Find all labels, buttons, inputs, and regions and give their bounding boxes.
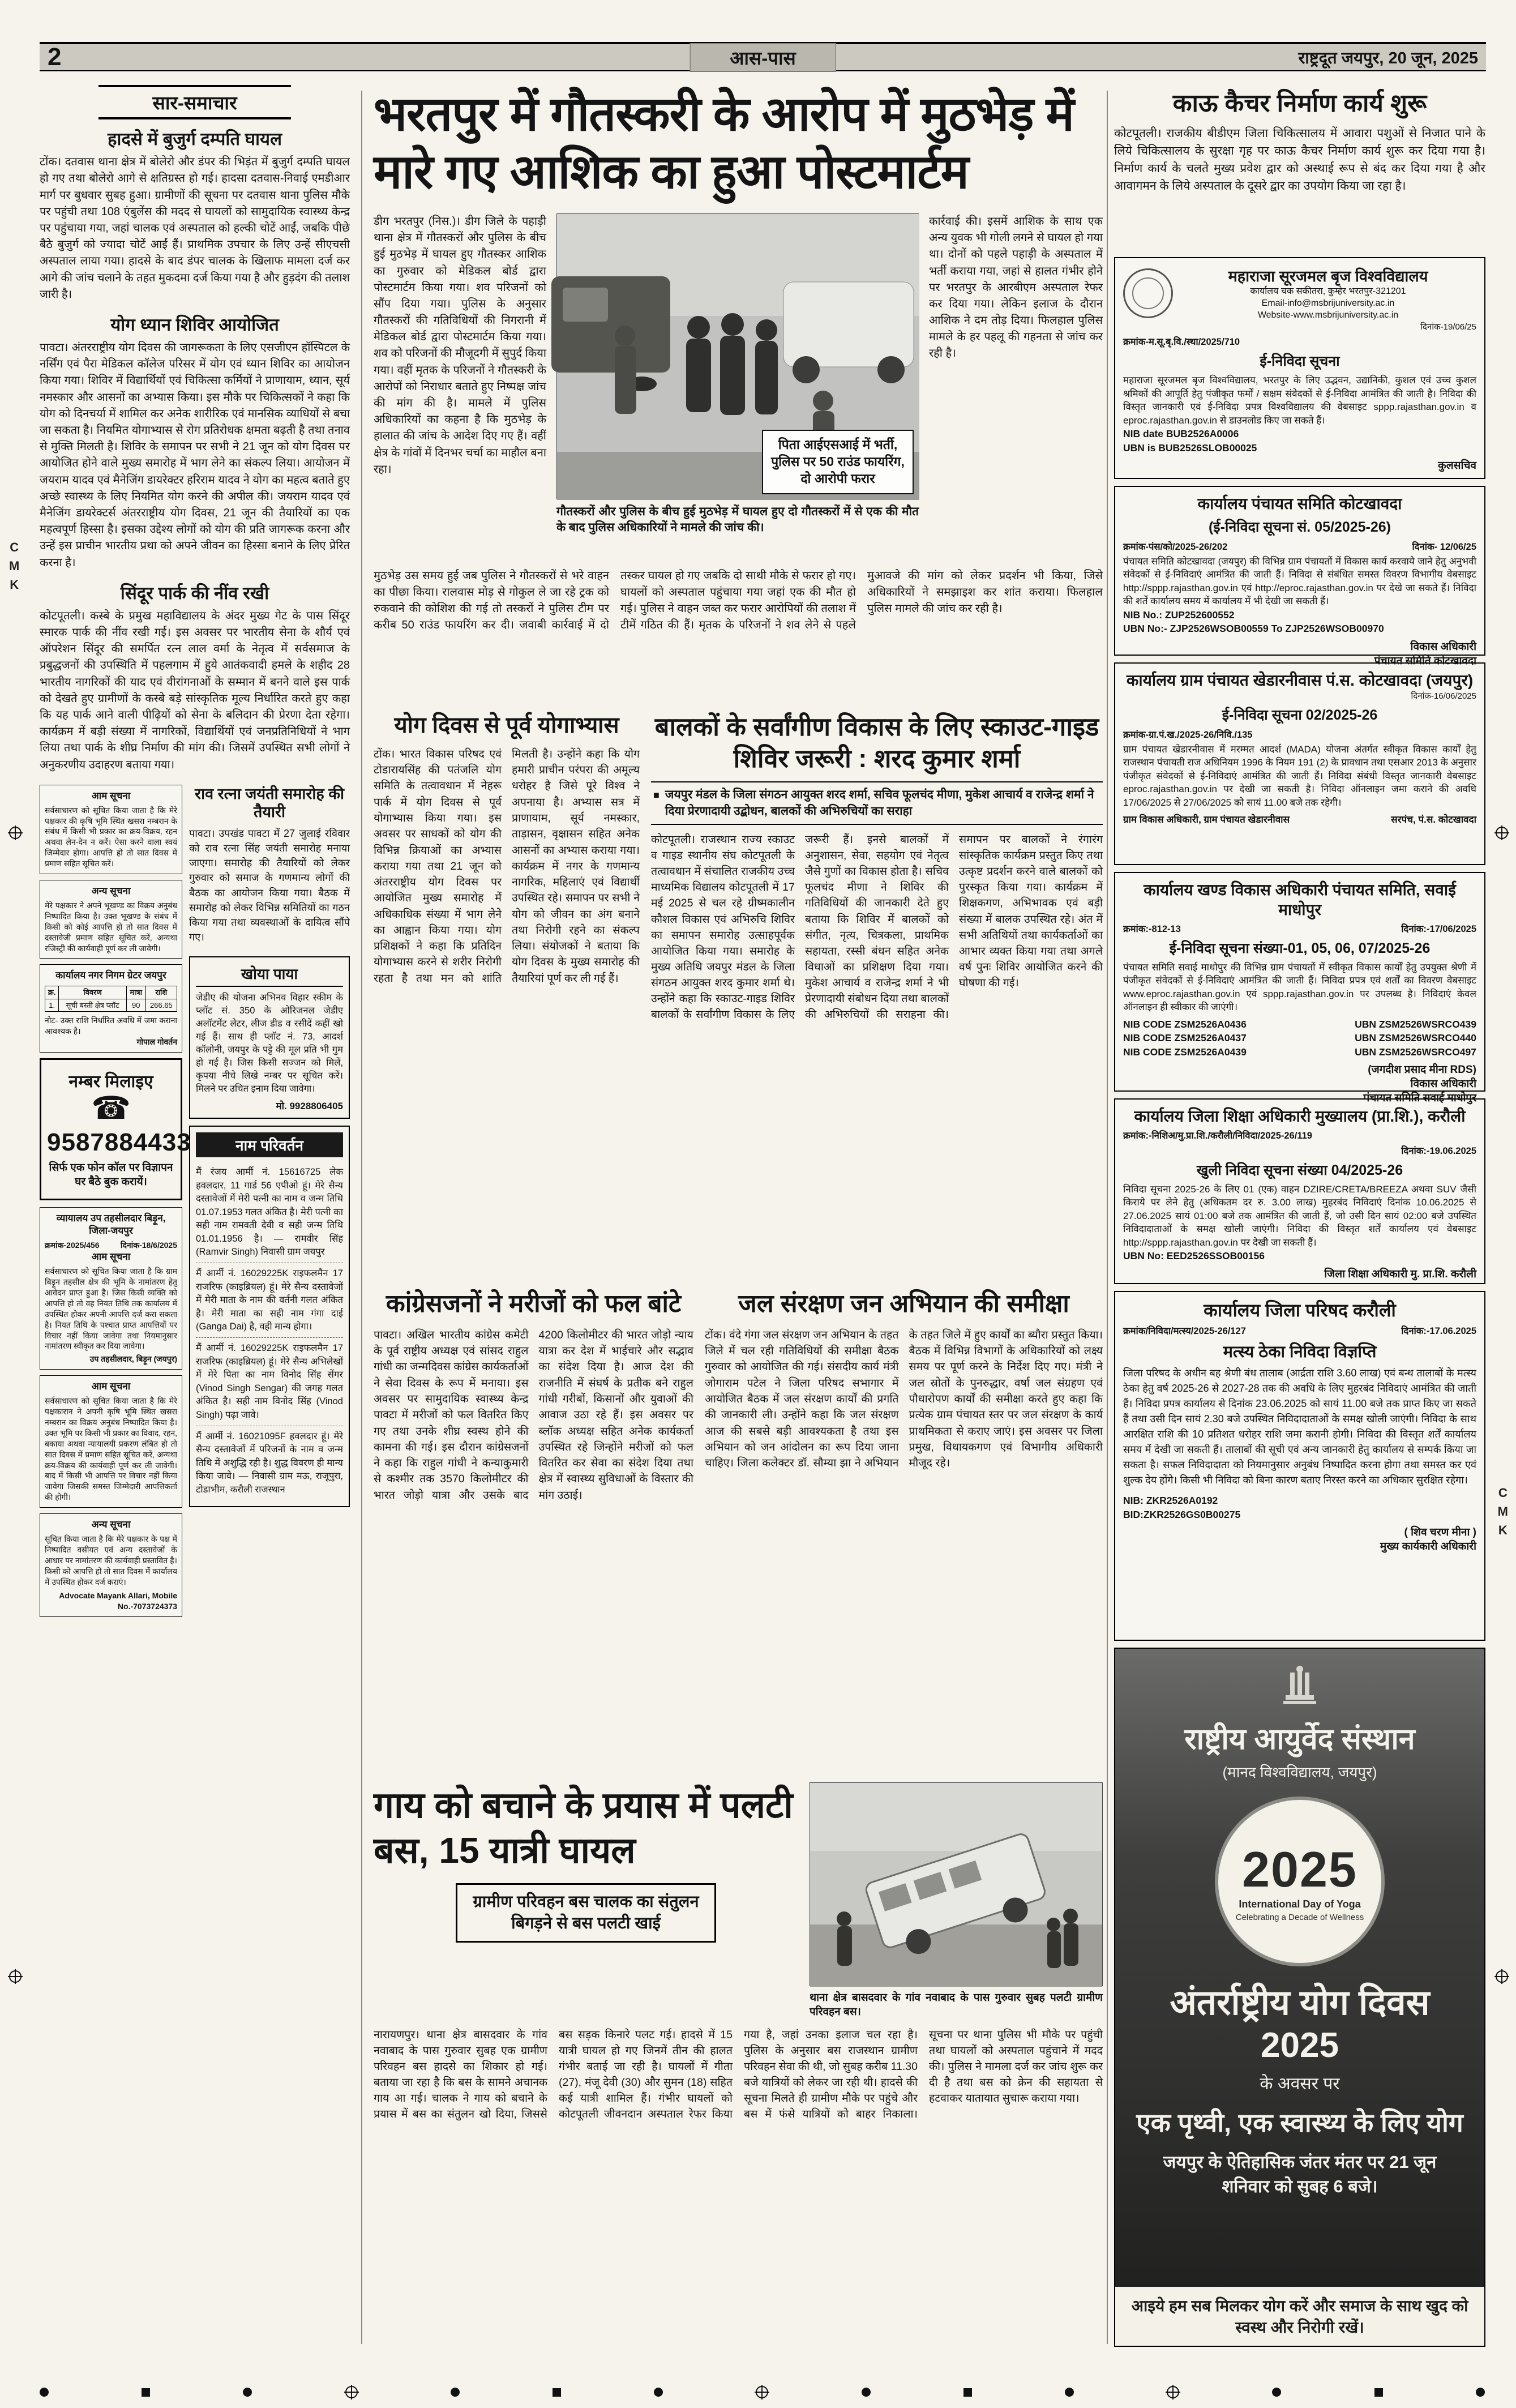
article-title: राव रत्ना जयंती समारोह की तैयारी	[195, 785, 344, 821]
receipt-col: मात्रा	[126, 986, 145, 999]
registration-mark	[1496, 1970, 1508, 1983]
receipt-cell: 1.	[45, 999, 59, 1012]
bus-photo-image	[810, 1783, 1102, 1987]
signatory-name: (जगदीश प्रसाद मीना RDS)	[1368, 1064, 1476, 1076]
receipt-note: नोट- उक्त राशि निर्धारित अवधि में जमा कराना आवश्यक है।	[45, 1016, 177, 1036]
center-row-a	[374, 711, 1103, 1280]
article-title: जल संरक्षण जन अभियान की समीक्षा	[738, 1289, 1069, 1318]
ad-tagline: सिर्फ एक फोन कॉल पर विज्ञापन घर बैठे बुक करायें।	[49, 1162, 173, 1188]
notice-signature: सरपंच, पं.स. कोटखावदा	[1391, 814, 1476, 826]
nib-code: NIB CODE ZSM2526A0436	[1123, 1018, 1247, 1030]
national-emblem-icon	[1280, 1665, 1320, 1712]
tender-box-zila-parishad	[1114, 1291, 1485, 1641]
notice-ref: क्रमांक:-812-13	[1123, 924, 1181, 934]
notice-signature: कुलसचिव	[1438, 460, 1476, 472]
notice-date: दिनांक:-17/06/2025	[1401, 924, 1476, 934]
office-name: कार्यालय पंचायत समिति कोटखावदा	[1197, 495, 1402, 512]
registration-mark	[9, 827, 22, 839]
registration-mark	[756, 2386, 768, 2398]
ad-line: नम्बर मिलाइए	[68, 1072, 153, 1092]
notice-date: दिनांक- 12/06/25	[1412, 542, 1476, 552]
notice-signature: उप तहसीलदार, बिड़ून (जयपुर)	[89, 1354, 177, 1364]
notice-signature-org: पंचायत समिति सवाई माधोपुर	[1363, 1092, 1476, 1104]
nib-code: NIB: ZKR2526A0192	[1123, 1495, 1218, 1506]
ubn-code: UBN ZSM2526WSRCO497	[1355, 1046, 1476, 1058]
lede-text: जयपुर मंडल के जिला संगठन आयुक्त शरद शर्मा, सचिव फूलचंद मीणा, मुकेश आचार्य व राजेन्द्र शर्मा ने दिया प्रेरणादायी उद्बोधन, बालकों की अभिरुचियों का सराहा	[665, 788, 1094, 818]
ad-phone-number: 9587884433	[47, 1128, 191, 1157]
university-website: Website-www.msbrijuniversity.ac.in	[1257, 310, 1399, 320]
university-info	[1180, 265, 1476, 321]
registration-mark	[1167, 2386, 1179, 2398]
article-rav-ratna	[189, 785, 350, 945]
bus-photo-block	[810, 1782, 1103, 2019]
print-dot	[243, 2388, 252, 2397]
page-number: 2	[48, 43, 62, 71]
office-name: कार्यालय जिला शिक्षा अधिकारी मुख्यालय (प्रा.शि.), करौली	[1134, 1107, 1466, 1125]
ubn-code: UBN No: EED2526SSOB00156	[1123, 1250, 1265, 1262]
receipt-office: कार्यालय नगर निगम ग्रेटर जयपुर	[55, 970, 166, 981]
ubn-code: UBN is BUB2526SLOB00025	[1123, 442, 1257, 454]
lead-continuation: मुठभेड़ उस समय हुई जब पुलिस ने गौतस्करों से भरे वाहन का पीछा किया। रालवास मोड़ से गोकुल ले जा रहे ट्रक को रुकवाने की कोशिश की गई तो तस्करों ने पुलिस टीम पर करीब 50 राउंड फायरिंग कर दी। जवाबी कार्रवाई में दो तस्कर घायल हो गए जबकि दो साथी मौके से फरार हो गए। घायलों को अस्पताल पहुंचाया गया जहां एक की मौत हो गई। पुलिस ने वाहन जब्त कर फरार आरोपियों की तलाश में टीमें गठित की हैं। मृतक के परिजनों ने शव लेने से पहले मुआवजे की मांग को लेकर प्रदर्शन भी किया, जिसे अधिकारियों ने समझाइश कर शांत कराया। फिलहाल पुलिस मामले की जांच कर रही है।	[374, 569, 1103, 631]
bus-headline-block	[374, 1782, 798, 2019]
receipt-col: विवरण	[59, 986, 126, 999]
lead-photo	[556, 213, 919, 499]
article-title: गाय को बचाने के प्रयास में पलटी बस, 15 यात्री घायल	[374, 1784, 793, 1871]
tender-box-sawai-madhopur	[1114, 872, 1485, 1104]
notice-date: दिनांक-19/06/25	[1420, 322, 1476, 332]
list-item: मैं रंजय आर्मी नं. 15616725 लेक हवलदार, 11 गार्ड 56 एपीओ हूं। मेरे सैन्य दस्तावेजों में मेरी पत्नी का नाम व जन्म तिथि 01.07.1953 गलत अंकित है। मेरी पत्नी का सही नाम रामवती देवी व सही जन्म तिथि 01.01.1956 है। — रामवीर सिंह (Ramvir Singh) निवासी ग्राम जयपुर	[196, 1162, 343, 1263]
tender-box-university	[1114, 257, 1485, 479]
registration-mark	[1496, 827, 1508, 839]
notice-signature: जिला शिक्षा अधिकारी मु. प्रा.शि. करौली	[1324, 1268, 1476, 1280]
print-dot	[451, 2388, 460, 2397]
phone-icon: ☎	[91, 1090, 131, 1126]
article-lede	[651, 781, 1103, 825]
notice-aam-suchna-2	[40, 1375, 182, 1508]
article-body: कोटपूतली। राजस्थान राज्य स्काउट व गाइड स्थानीय संघ कोटपूतली के तत्वावधान में संचालित राजकीय उच्च माध्यमिक विद्यालय कोटपूतली में 17 मई 2025 से चल रहे ग्रीष्मकालीन कौशल विकास एवं अभिरुचि शिविर का समापन समारोह उत्साहपूर्वक आयोजित किया गया। समारोह के मुख्य अतिथि जयपुर मंडल के जिला संगठन आयुक्त शरद कुमार शर्मा थे। उन्होंने कहा कि स्काउट-गाइड शिविर बालकों के सर्वांगीण विकास के लिए जरूरी हैं। इनसे बालकों में अनुशासन, सेवा, सहयोग एवं नेतृत्व जैसे गुणों का विकास होता है। सचिव फूलचंद मीणा ने शिविर की गतिविधियों की जानकारी देते हुए बताया कि शिविर में बालकों को संगीत, नृत्य, चित्रकला, प्राथमिक सहायता, रस्सी बंधन सहित अनेक विधाओं का प्रशिक्षण दिया गया। मुकेश आचार्य व राजेन्द्र शर्मा ने भी प्रेरणादायी संबोधन दिया तथा बालकों की अभिरुचियों की सराहना की। समापन पर बालकों ने रंगारंग सांस्कृतिक कार्यक्रम प्रस्तुत किए तथा उत्कृष्ट प्रदर्शन करने वाले बालकों को पुरस्कृत किया गया। कार्यक्रम में शिक्षकगण, अभिभावक एवं बड़ी संख्या में बालक उपस्थित रहे। अंत में सभी अतिथियों तथा कार्यकर्ताओं का आभार व्यक्त किया गया तथा अगले वर्ष पुनः शिविर आयोजित करने की घोषणा की गई।	[651, 833, 1103, 1021]
ad-theme: एक पृथ्वी, एक स्वास्थ्य के लिए योग	[1136, 2108, 1463, 2137]
print-dot	[1272, 2388, 1281, 2397]
khoya-paya-body: जेडीए की योजना अभिनव विहार स्कीम के प्लॉट सं. 350 के ओरिजनल जेडीए अलॉटमेंट लेटर, लीज डीड व रसीदें कहीं खो गई हैं। साथ ही प्लॉट नं. 73, आदर्श कॉलोनी, जयपुर के पट्टे की मूल प्रति भी गुम हो गई है। जिस किसी सज्जन को मिलें, कृपया नीचे लिखे नम्बर पर सूचित करें। मिलने पर उचित इनाम दिया जावेगा।	[196, 992, 343, 1094]
lead-photo-block	[556, 213, 919, 559]
tender-body: ग्राम पंचायत खेडारनीवास में मरम्मत आदर्श (MADA) योजना अंतर्गत स्वीकृत विकास कार्यों हेतु राजस्थान पंचायती राज अधिनियम 1996 के नियम 191 (2) के प्रावधान तथा एसआर 2013 के अनुसार पंजीकृत संवेदकों से ई-निविदाएं आमंत्रित की जाती हैं। निविदा संबंधी विस्तृत जानकारी वेबसाइट eproc.rajasthan.gov.in पर देखी जा सकती है। निविदा ऑनलाइन जमा कराने की अवधि 17/06/2025 से 27/06/2025 को सायं 11.00 बजे तक रहेगी।	[1123, 744, 1476, 808]
page-header	[40, 42, 1486, 71]
list-item: मैं आर्मी नं. 16029225K राइफलमैन 17 राजरिफ (काइब्रियल) हूं। मेरे सैन्य अभिलेखों में मेरे पिता का नाम विनोद सिंह सेंगर (Vinod Singh Sengar) की जगह गलत अंकित है। सही नाम विनोद सिंह (Vinod Singh) पढ़ा जावे।	[196, 1338, 343, 1426]
cmk-letter: C	[10, 540, 19, 554]
notice-body: सूचित किया जाता है कि मेरे पक्षकार के पक्ष में निष्पादित वसीयत एवं अन्य दस्तावेजों के आधार पर नामांतरण की कार्यवाही प्रस्तावित है। किसी को आपत्ति हो तो सात दिवस में कार्यालय में उपस्थित होकर दर्ज कराएं।	[45, 1534, 177, 1586]
tender-title: ई-निविदा सूचना संख्या-01, 05, 06, 07/2025-26	[1169, 940, 1431, 956]
ubn-code: UBN ZSM2526WSRCO439	[1355, 1018, 1476, 1030]
print-mark-cmk-right	[1498, 1483, 1508, 1539]
notice-advocate	[40, 1513, 182, 1617]
bid-code: BID:ZKR2526GS0B00275	[1123, 1508, 1241, 1520]
article-yoga-shivir	[40, 314, 350, 571]
column-rule-right	[1107, 91, 1108, 2344]
article-scout-guide	[651, 711, 1103, 1280]
nib-code: NIB No.: ZUP252600552	[1123, 609, 1235, 621]
ubn-code: UBN ZSM2526WSRCO440	[1355, 1032, 1476, 1044]
nib-code: NIB CODE ZSM2526A0439	[1123, 1046, 1247, 1058]
article-body: पावटा। अखिल भारतीय कांग्रेस कमेटी के पूर्व राष्ट्रीय अध्यक्ष एवं सांसद राहुल गांधी का जन्मदिवस कांग्रेस कार्यकर्ताओं ने सेवा दिवस के रूप में मनाया। इस अवसर पर सामुदायिक स्वास्थ्य केन्द्र पावटा में मरीजों को फल वितरित किए गए तथा उनके शीघ्र स्वस्थ होने की कामना की गई। इस दौरान कांग्रेसजनों ने कहा कि राहुल गांधी ने कन्याकुमारी से कश्मीर तक 3570 किलोमीटर की भारत जोड़ो यात्रा और उसके बाद 4200 किलोमीटर की भारत जोड़ो न्याय यात्रा कर देश में भाईचारे और सद्भाव का संदेश दिया है। आज देश की राजनीति में संघर्ष के प्रतीक बने राहुल गांधी गरीबों, किसानों और युवाओं की आवाज उठा रहे हैं। इस अवसर पर ब्लॉक अध्यक्ष सहित अनेक कार्यकर्ता उपस्थित रहे जिन्होंने मरीजों को फल वितरित कर सेवा का संदेश दिया तथा क्षेत्र में स्वास्थ्य सुविधाओं के विस्तार की मांग उठाई।	[374, 1328, 693, 1502]
tender-body: पंचायत समिति सवाई माधोपुर की विभिन्न ग्राम पंचायतों में स्वीकृत विकास कार्यों हेतु उपयुक्त श्रेणी में पंजीकृत संवेदकों से ई-निविदाएं आमंत्रित की जाती हैं। निविदा प्रपत्र एवं शर्तों का विवरण वेबसाइट www.eproc.rajasthan.gov.in एवं sppp.rajasthan.gov.in पर उपलब्ध है। निविदाएं केवल ऑनलाइन ही स्वीकार की जाएंगी।	[1123, 962, 1476, 1013]
left-subcolumn-b	[189, 785, 350, 1623]
print-dot	[40, 2388, 49, 2397]
bus-top-row	[374, 1782, 1103, 2019]
notice-title: आम सूचना	[91, 790, 131, 801]
notice-date: दिनांक-16/06/2025	[1411, 691, 1476, 701]
cmk-letter: K	[10, 578, 19, 592]
logo-line-1: International Day of Yoga	[1239, 1898, 1361, 1910]
notice-title: अन्य सूचना	[91, 886, 131, 897]
article-body: कोटपूतली। राजकीय बीडीएम जिला चिकित्सालय में आवारा पशुओं से निजात पाने के लिये चिकित्सालय के सुरक्षा गृह पर काऊ कैचर निर्माण कार्य शुरू कर दिया गया है। निर्माण कार्य के चलते मुख्य प्रवेश द्वार को अस्थाई रूप से बंद कर दिया गया है और आवागमन के लिये अस्पताल के दूसरे द्वार का उपयोग किया जा रहा है।	[1114, 127, 1485, 193]
article-body: पावटा। उपखंड पावटा में 27 जुलाई रविवार को राव रत्ना सिंह जयंती समारोह मनाया जाएगा। समारोह की तैयारियों को लेकर गुरुवार को समाज के गणमान्य लोगों की बैठक का आयोजन किया गया। बैठक में समारोह को लेकर विभिन्न समितियों का गठन किया गया तथा व्यवस्थाओं के दायित्व सौंपे गए।	[189, 827, 350, 943]
notice-body: मेरे पक्षकार ने अपने भूखण्ड का विक्रय अनुबंध निष्पादित किया है। उक्त भूखण्ड के संबंध में किसी को कोई आपत्ति हो तो सात दिवस में दस्तावेजी प्रमाण सहित सूचित करें, अन्यथा रजिस्ट्री की कार्यवाही पूर्ण कर ली जावेगी।	[45, 900, 177, 953]
nib-code: NIB date BUB2526A0006	[1123, 428, 1239, 440]
print-square	[1374, 2388, 1383, 2397]
ad-title: अंतर्राष्ट्रीय योग दिवस 2025	[1170, 1983, 1430, 2065]
print-square	[142, 2388, 150, 2397]
university-name: महाराजा सूरजमल बृज विश्वविद्यालय	[1228, 268, 1428, 285]
signatory-name: ( शिव चरण मीना )	[1404, 1526, 1476, 1538]
tender-title: खुली निविदा सूचना संख्या 04/2025-26	[1196, 1162, 1403, 1178]
university-logo	[1123, 268, 1173, 318]
tender-title: ई-निविदा सूचना	[1260, 353, 1340, 370]
khoya-paya-contact: मो. 9928806405	[276, 1101, 343, 1112]
article-cow-catcher	[1114, 85, 1485, 250]
left-split-zone	[40, 785, 350, 1623]
notice-body: सर्वसाधारण को सूचित किया जाता है कि मेरे पक्षकारान ने अपनी कृषि भूमि स्थित खसरा नम्बरान का विक्रय अनुबंध निष्पादित किया है। उक्त भूमि पर किसी भी प्रकार का विवाद, रहन, बकाया अथवा न्यायालयी प्रकरण लंबित हो तो सात दिवस में प्रमाण सहित सूचित करें, अन्यथा क्रय-विक्रय की कार्यवाही पूर्ण कर ली जावेगी। बाद में किसी भी आपत्ति पर विचार नहीं किया जावेगा जिसकी समस्त जिम्मेदारी आपत्तिकर्ता की होगी।	[45, 1396, 177, 1502]
notice-date: दिनांक:-19.06.2025	[1401, 1146, 1476, 1156]
registration-mark	[9, 1970, 22, 1983]
tender-body: जिला परिषद के अधीन बह श्रेणी बंध तालाब (आर्द्रता राशि 3.60 लाख) एवं बन्ध तालाबों के मत्स्य ठेका हेतु वर्ष 2025-26 से 2027-28 तक की अवधि के लिए मुहरबंद निविदाएं आमंत्रित की जाती हैं। निविदा प्रपत्र कार्यालय से दिनांक 23.06.2025 को सायं 11.00 बजे तक प्राप्त किए जा सकते हैं तथा उसी दिन सायं 2.30 बजे उपस्थित निविदादाताओं के समक्ष खोली जाएंगी। निविदा के साथ आरक्षित राशि की 10 प्रतिशत धरोहर राशि जमा करानी होगी। निविदा की विस्तृत शर्तें कार्यालय समय में देखी जा सकती हैं। तालाबों की सूची एवं अन्य जानकारी हेतु कार्यालय से सम्पर्क किया जा सकता है। सफल निविदादाता को नियमानुसार अनुबंध निष्पादित करना होगा तथा समस्त कर एवं शुल्क देय होंगे। किसी भी निविदा को बिना कारण बताए निरस्त करने का अधिकार सुरक्षित रहेगा।	[1123, 1367, 1476, 1486]
article-body: टोंक। वंदे गंगा जल संरक्षण जन अभियान के तहत जिले में चल रही गतिविधियों की समीक्षा बैठक गुरुवार को आयोजित की गई। संसदीय कार्य मंत्री जोगाराम पटेल ने जिला परिषद सभागार में आयोजित बैठक में जल संरक्षण कार्यों की प्रगति की जानकारी ली। उन्होंने कहा कि जल संरक्षण आज की सबसे बड़ी आवश्यकता है तथा इस अभियान को जन आंदोलन का रूप दिया जाना चाहिए। जिला कलेक्टर डॉ. सौम्या झा ने अभियान के तहत जिले में हुए कार्यों का ब्यौरा प्रस्तुत किया। बैठक में विभिन्न विभागों के अधिकारियों को लक्ष्य समय पर पूर्ण करने के निर्देश दिए गए। मंत्री ने जल स्रोतों के पुनरुद्धार, वर्षा जल संग्रहण एवं पौधारोपण कार्यों की समीक्षा करते हुए कहा कि प्रत्येक ग्राम पंचायत स्तर पर जल संरक्षण के कार्य प्राथमिकता से कराए जाएं। इस अवसर पर जिला प्रमुख, विधायकगण एवं विभागीय अधिकारी मौजूद रहे।	[705, 1328, 1103, 1470]
notice-ref: क्रमांक/निविदा/मत्स्य/2025-26/127	[1123, 1326, 1246, 1336]
left-subcolumn-a	[40, 785, 191, 1623]
office-name: कार्यालय खण्ड विकास अधिकारी पंचायत समिति, सवाई माधोपुर	[1144, 881, 1456, 918]
ad-org-subtitle: (मानद विश्वविद्यालय, जयपुर)	[1222, 1764, 1377, 1781]
article-subhead-box: ग्रामीण परिवहन बस चालक का संतुलन बिगड़ने से बस पलटी खाई	[456, 1883, 716, 1943]
university-header	[1123, 265, 1476, 321]
tender-box-khedarniwas	[1114, 662, 1485, 865]
notice-aam-suchna-1	[40, 785, 182, 874]
office-name: कार्यालय ग्राम पंचायत खेडारनीवास पं.स. कोटखावदा (जयपुर)	[1126, 671, 1474, 689]
print-dot	[862, 2388, 871, 2397]
logo-year: 2025	[1242, 1841, 1357, 1897]
article-body: नारायणपुर। थाना क्षेत्र बासदवार के गांव नवाबाद के पास गुरुवार सुबह एक ग्रामीण परिवहन बस हादसे का शिकार हो गई। बताया जा रहा है कि बस के सामने अचानक गाय आ गई। चालक ने गाय को बचाने के प्रयास में बस का संतुलन खो दिया, जिससे बस सड़क किनारे पलट गई। हादसे में 15 यात्री घायल हो गए जिनमें तीन की हालत गंभीर बताई जा रही है। घायलों में गीता (27), मंजू देवी (30) और सुमन (18) सहित कई यात्री शामिल हैं। गंभीर घायलों को कोटपूतली जीवनदान अस्पताल रेफर किया गया है, जहां उनका इलाज चल रहा है। पुलिस के अनुसार बस राजस्थान ग्रामीण परिवहन सेवा की थी, जो सुबह करीब 11.30 बजे यात्रियों को लेकर जा रही थी। हादसे की सूचना मिलते ही ग्रामीण मौके पर पहुंचे और बस में फंसे यात्रियों को बाहर निकाला। सूचना पर थाना पुलिस भी मौके पर पहुंची तथा घायलों को अस्पताल पहुंचाने में मदद की। पुलिस ने मामला दर्ज कर जांच शुरू कर दी है तथा बस को क्रेन की सहायता से हटवाकर यातायात सुचारू कराया गया।	[374, 2029, 1103, 2121]
notice-anya-suchna-1	[40, 880, 182, 959]
receipt-signature: गोपाल गोवर्तन	[136, 1037, 177, 1047]
print-square	[963, 2388, 972, 2397]
notice-ref: क्रमांक-पंस/को/2025-26/202	[1123, 542, 1228, 552]
tender-body: निविदा सूचना 2025-26 के लिए 01 (एक) वाहन DZIRE/CRETA/BREEZA अथवा SUV जैसी किराये पर लेने हेतु (अधिकतम दर रु. 3.00 लाख) मुहरबंद निविदाएं दिनांक 10.06.2025 से 27.06.2025 सायं 01:00 बजे तक आमंत्रित की जाती हैं, जो उसी दिन सायं 02:00 बजे उपस्थित निविदादाताओं के समक्ष खोली जाएंगी। निविदा की विस्तृत शर्तें कार्यालय एवं वेबसाइट http://sppp.rajasthan.gov.in पर देखी जा सकती हैं।	[1123, 1184, 1476, 1248]
notice-date: दिनांक-18/6/2025	[120, 1241, 177, 1250]
tender-title: (ई-निविदा सूचना सं. 05/2025-26)	[1208, 519, 1391, 535]
article-title: कांग्रेसजनों ने मरीजों को फल बांटे	[386, 1289, 682, 1318]
article-sindoor-park	[40, 583, 350, 773]
khoya-paya-title: खोया पाया	[196, 963, 343, 987]
receipt-col: क्र.	[45, 986, 59, 999]
bullet-square-icon: ■	[653, 789, 659, 801]
article-title: काऊ कैचर निर्माण कार्य शुरू	[1172, 89, 1427, 117]
receipt-notice	[40, 964, 182, 1053]
print-dot	[1065, 2388, 1074, 2397]
article-yogabhyas	[374, 711, 640, 1280]
notice-ref: क्रमांक-म.सू.बृ.वि./स्था/2025/710	[1123, 337, 1240, 348]
ad-org-name: राष्ट्रीय आयुर्वेद संस्थान	[1184, 1723, 1415, 1756]
cmk-letter: K	[1498, 1523, 1508, 1537]
tender-body: पंचायत समिति कोटखावदा (जयपुर) की विभिन्न ग्राम पंचायतों में विकास कार्य करवाये जाने हेतु अनुभवी संवेदकों से ई-निविदाएं आमंत्रित की जाती हैं। निविदा से संबंधित समस्त विवरण विभागीय वेबसाइट http://sppp.rajasthan.gov.in एवं http://eproc.rajasthan.gov.in पर देखे जा सकते हैं। निविदा की शर्तें कार्यालय समय में कार्यालय में भी देखी जा सकती हैं।	[1123, 556, 1476, 607]
nib-code: NIB CODE ZSM2526A0437	[1123, 1032, 1247, 1044]
naam-parivartan-title: नाम परिवर्तन	[196, 1132, 343, 1157]
naam-parivartan-box	[189, 1126, 350, 1507]
lead-photo-caption: गौतस्करों और पुलिस के बीच हुई मुठभेड़ में घायल हुए दो गौतस्करों में से एक की मौत के बाद पुलिस अधिकारियों ने मामले की जांच की।	[556, 504, 919, 534]
cmk-letter: M	[9, 559, 20, 573]
lead-text-left: डीग भरतपुर (निस.)। डीग जिले के पहाड़ी थाना क्षेत्र में गौतस्करों और पुलिस के बीच हुई मुठभेड़ में घायल हुए गौतस्कर आशिक का गुरुवार को मेडिकल बोर्ड द्वारा पोस्टमार्टम किया गया। शव परिजनों को सौंप दिया गया। पुलिस के अनुसार गौतस्करों की गतिविधियों की निगरानी में मेडिकल बोर्ड द्वारा पोस्टमार्टम किया गया। शव को परिजनों की मौजूदगी में सुपुर्द किया गया। वहीं मृतक के परिजनों ने गौतस्करी के आरोपों को निराधार बताते हुए निष्पक्ष जांच की मांग की है। मामले में पुलिस अधिकारियों का कहना है कि मुठभेड़ के हालात की जांच के आदेश दिए गए हैं। वहीं क्षेत्र के गांवों में दिनभर चर्चा का माहौल बना रहा।	[374, 215, 546, 476]
phone-number-ad	[40, 1058, 191, 1200]
bus-photo-caption: थाना क्षेत्र बासदवार के गांव नवाबाद के पास गुरुवार सुबह पलटी ग्रामीण परिवहन बस।	[810, 1991, 1103, 2018]
bus-photo	[810, 1782, 1103, 1986]
notice-ref: क्रमांक:-निशिअ/मु.प्रा.शि./करौली/निविदा/2025-26/119	[1123, 1131, 1312, 1141]
center-column	[374, 85, 1103, 2361]
lead-story-row	[374, 213, 1103, 559]
receipt-cell: 266.65	[145, 999, 177, 1012]
notice-signature: विकास अधिकारी	[1410, 1078, 1476, 1090]
ayurved-yoga-day-ad	[1114, 1648, 1485, 2347]
sar-samachar-header: सार-समाचार	[99, 85, 291, 119]
tehsildar-office: व्यायालय उप तहसीलदार बिड़ून, जिला-जयपुर	[56, 1212, 166, 1237]
notice-date: दिनांक:-17.06.2025	[1401, 1326, 1476, 1336]
right-column	[1114, 85, 1485, 2367]
article-body: टोंक। भारत विकास परिषद एवं टोडारायसिंह की पतंजलि योग समिति के तत्वावधान में नेहरू पार्क में योग दिवस से पूर्व योगाभ्यास किया गया। इस अवसर पर साधकों को योग की विभिन्न क्रियाओं का अभ्यास कराया गया तथा 21 जून को अंतरराष्ट्रीय योग दिवस पर आयोजित मुख्य समारोह में अधिकाधिक संख्या में भाग लेने का आह्वान किया गया। योग प्रशिक्षकों ने कहा कि प्रतिदिन योगाभ्यास करने से शरीर निरोगी रहता है तथा मन को शांति मिलती है। उन्होंने कहा कि योग हमारी प्राचीन परंपरा की अमूल्य धरोहर है जिसे पूरे विश्व ने अपनाया है। अभ्यास सत्र में प्राणायाम, सूर्य नमस्कार, ताड़ासन, वृक्षासन सहित अनेक आसनों का अभ्यास कराया गया। कार्यक्रम में नगर के गणमान्य नागरिक, महिलाएं एवं विद्यार्थी उपस्थित रहे। समापन पर सभी ने योग को जीवन का अंग बनाने तथा निरोगी रहने का संकल्प लिया। संयोजकों ने बताया कि योग दिवस के मुख्य समारोह की तैयारियां पूर्ण कर ली गई हैं।	[374, 747, 640, 985]
office-name: कार्यालय जिला परिषद करौली	[1204, 1300, 1396, 1320]
article-title: सिंदूर पार्क की नींव रखी	[120, 583, 269, 603]
tender-title: मत्स्य ठेका निविदा विज्ञप्ति	[1223, 1343, 1377, 1361]
edition-date: राष्ट्रदूत जयपुर, 20 जून, 2025	[1298, 49, 1478, 67]
receipt-table	[45, 986, 177, 1012]
notice-body: सर्वसाधारण को सूचित किया जाता है कि मेरे पक्षकार की कृषि भूमि स्थित खसरा नम्बरान के संबंध में किसी भी प्रकार का क्रय-विक्रय, रहन अथवा लेन-देन न करें। ऐसा करने वाला स्वयं जिम्मेदार होगा। आपत्ति हो तो सात दिवस में प्रमाण सहित सूचित करें।	[45, 805, 177, 869]
ubn-code: UBN No:- ZJP2526WSOB00559 To ZJP2526WSOB00970	[1123, 623, 1384, 635]
university-address: कार्यालय चक सकीतरा, कुम्हेर भरतपुर-321201	[1250, 286, 1406, 296]
list-item: मैं आर्मी नं. 16029225K राइफलमैन 17 राजरिफ (काइब्रियल) हूं। मेरे सैन्य दस्तावेजों में मेरी माता के नाम की वर्तनी गलत अंकित है। मेरी माता का सही नाम गंगा दाई (Ganga Dai) है, वही मान्य होगा।	[196, 1263, 343, 1338]
yoga-day-logo	[1215, 1797, 1385, 1966]
khoya-paya-box	[189, 956, 350, 1119]
table-row	[45, 999, 177, 1012]
print-dot	[654, 2388, 663, 2397]
notice-signature: ग्राम विकास अधिकारी, ग्राम पंचायत खेडारनीवास	[1123, 814, 1290, 826]
ad-footer-line: आइये हम सब मिलकर योग करें और समाज के साथ खुद को स्वस्थ और निरोगी रखें।	[1115, 2287, 1484, 2346]
list-item: मैं आर्मी नं. 16021095F हवलदार हूं। मेरे सैन्य दस्तावेजों में परिजनों के नाम व जन्म तिथि में अशुद्धि रही है। शुद्ध विवरण ही मान्य किया जावे। — निवासी ग्राम मऊ, राजूपुरा, टोडाभीम, करौली राजस्थान	[196, 1431, 343, 1495]
tender-box-kotkhawada	[1114, 486, 1485, 667]
university-email: Email-info@msbrijuniversity.ac.in	[1261, 298, 1395, 308]
tender-title: ई-निविदा सूचना 02/2025-26	[1222, 707, 1378, 723]
article-accident	[40, 129, 350, 303]
cmk-letter: M	[1497, 1504, 1508, 1519]
article-body: टोंक। दतवास थाना क्षेत्र में बोलेरो और डंपर की भिड़ंत में बुजुर्ग दम्पति घायल हो गए तथा बोलेरो आगे से क्षतिग्रस्त हो गई। हादसा दतवास-निवाई एमडीआर मार्ग पर बुधवार सुबह हुआ। ग्रामीणों की सूचना पर दतवास थाना पुलिस मौके पर पहुंची तथा 108 एंबुलेंस की मदद से घायलों को सामुदायिक स्वास्थ्य केन्द्र पर पहुंचाया गया, जहां चालक एवं अस्पताल को हल्की चोटें आईं, जबकि पीछे बैठे बुजुर्ग को ज्यादा चोटें आईं हैं। प्राथमिक उपचार के लिए उन्हें सीएचसी अस्पताल लाया गया। हादसे के बाद डंपर चालक के खिलाफ मामला दर्ज कर आगे की जांच चलाने के तहत मुकदमा दर्ज किया गया है और हुड़दंग की तलाश जारी है।	[40, 156, 350, 301]
article-title: योग दिवस से पूर्व योगाभ्यास	[394, 712, 619, 738]
advocate-signature: Advocate Mayank Allari, Mobile No.-7073724373	[59, 1591, 177, 1611]
receipt-col: राशि	[145, 986, 177, 999]
print-square	[553, 2388, 561, 2397]
center-row-b	[374, 1288, 1103, 1772]
article-title: हादसे में बुजुर्ग दम्पति घायल	[107, 129, 282, 149]
lead-headline: भरतपुर में गौतस्करी के आरोप में मुठभेड़ में मारे गए आशिक का हुआ पोस्टमार्टम	[374, 87, 1074, 199]
tender-box-shiksha	[1114, 1098, 1485, 1284]
notice-body: सर्वसाधारण को सूचित किया जाता है कि ग्राम बिड़ून तहसील क्षेत्र की भूमि के नामांतरण हेतु आवेदन प्राप्त हुआ है। जिस किसी व्यक्ति को आपत्ति हो तो वह नियत तिथि तक कार्यालय में उपस्थित होकर अपनी आपत्ति दर्ज करा सकता है। नियत तिथि के पश्चात प्राप्त आपत्तियों पर विचार नहीं किया जावेगा तथा नियमानुसार नामांतरण स्वीकृत कर दिया जावेगा।	[45, 1267, 177, 1351]
notice-title: आम सूचना	[91, 1251, 131, 1263]
article-bus-accident	[374, 1782, 1103, 2287]
article-body: कोटपूतली। कस्बे के प्रमुख महाविद्यालय के अंदर मुख्य गेट के पास सिंदूर स्मारक पार्क की नींव रखी गई। इस अवसर पर भारतीय सेना के शौर्य एवं ऑपरेशन सिंदूर की समर्पित रत्न लाल वर्मा के नेतृत्व में सर्वसमाज के प्रबुद्धजनों की उपस्थिति में पहलगाम में हुये आतंकवादी हमले के शहीद 28 भारतीय नागरिकों की याद एवं वीरांगनाओं के सम्मान में बनने वाले इस पार्क को देखते हुए ग्रामीणों के कस्बे बड़े सांस्कृतिक मूल्य निर्धारित करते हुए कहा कि यह पार्क आने वाली पीढ़ियों को सेना के बलिदान की प्रेरणा देता रहेगा। कार्यक्रम में बड़ी संख्या में नागरिकों, विद्यार्थियों एवं जनप्रतिनिधियों ने भाग लिया तथा पार्क के शीघ्र निर्माण की मांग की। जिसमें उपस्थित सभी लोगों ने अनुकरणीय उदाहरण बताया गया।	[40, 609, 350, 771]
notice-title: आम सूचना	[91, 1381, 131, 1392]
notice-signature: विकास अधिकारी	[1410, 640, 1476, 653]
receipt-cell: सूची बस्ती क्षेत्र प्लॉट	[59, 999, 126, 1012]
tehsildar-notice	[40, 1207, 182, 1370]
receipt-cell: 90	[126, 999, 145, 1012]
lead-text-right: कार्रवाई की। इसमें आशिक के साथ एक अन्य युवक भी गोली लगने से घायल हो गया था। दोनों को पहले पहाड़ी के अस्पताल में भर्ती कराया गया, जहां से हालत गंभीर होने पर भरतपुर के आरबीएम अस्पताल रेफर कर दिया गया। लेकिन इलाज के दौरान आशिक ने दम तोड़ दिया। फिलहाल पुलिस मामले के हर पहलू की गहनता से जांच कर रही है।	[929, 215, 1103, 360]
tender-body: महाराजा सूरजमल बृज विश्वविद्यालय, भरतपुर के लिए उद्भवन, उद्यानिकी, कुशल एवं उच्च कुशल श्रमिकों की आपूर्ति हेतु पंजीकृत फर्मों / सक्षम संवेदकों से ई-निविदा आमंत्रित की जाती है। निविदा की विस्तृत जानकारी एवं ई-निविदा प्रपत्र विश्वविद्यालय की वेबसाइट sppp.rajasthan.gov.in व eproc.rajasthan.gov.in से डाउनलोड किए जा सकते हैं।	[1123, 375, 1476, 426]
registration-mark	[345, 2386, 358, 2398]
article-water-conservation	[705, 1288, 1103, 1772]
cmk-letter: C	[1498, 1486, 1508, 1500]
ad-venue: जयपुर के ऐतिहासिक जंतर मंतर पर 21 जून शनिवार को सुबह 6 बजे।	[1163, 2152, 1437, 2197]
notice-ref: क्रमांक-2025/456	[45, 1241, 100, 1250]
notice-signature: मुख्य कार्यकारी अधिकारी	[1380, 1540, 1476, 1552]
article-title: योग ध्यान शिविर आयोजित	[110, 314, 279, 335]
column-rule-left	[361, 91, 362, 2344]
article-body: पावटा। अंतरराष्ट्रीय योग दिवस की जागरूकता के लिए एसजीएन हॉस्पिटल के नर्सिंग एवं पैरा मेडिकल कॉलेज परिसर में योग एवं ध्यान शिविर का आयोजन किया गया। शिविर में विद्यार्थियों एवं चिकित्सा कर्मियों ने प्राणायाम, ध्यान, सूर्य नमस्कार और आसनों का अभ्यास किया। इस मौके पर चिकित्सकों ने कहा कि योग को दिनचर्या में शामिल कर अनेक शारीरिक एवं मानसिक व्याधियों से बचा जा सकता है। नियमित योगाभ्यास से रोग प्रतिरोधक क्षमता बढ़ती है तथा तनाव से मुक्ति मिलती है। शिविर के समापन पर सभी ने 21 जून को योग दिवस पर आयोजित होने वाले मुख्य समारोह में भाग लेने का संकल्प लिया। आयोजन में जयराम यादव एवं मैनेजिंग डायरेक्टर हरिराम यादव ने योग का महत्व बताते हुए अच्छे स्वास्थ्य के लिए नियमित योग करने की अपील की। जयराम यादव एवं मैनेजिंग डायरेक्टर्स अंतरराष्ट्रीय योग दिवस, 21 जून की तैयारियों का एक महत्वपूर्ण हिस्सा है। इसका उद्देश्य लोगों को योग की प्रति जागरूक करना और उन्हें इस प्राचीन भारतीय प्रथा को अपने जीवन का हिस्सा बनाने के लिए प्रेरित करना है।	[40, 341, 350, 569]
left-column	[40, 85, 350, 2355]
lead-inset-box: पिता आईएसआई में भर्ती, पुलिस पर 50 राउंड फायरिंग, दो आरोपी फरार	[762, 430, 914, 494]
logo-line-2: Celebrating a Decade of Wellness	[1235, 1913, 1364, 1922]
article-title: बालकों के सर्वांगीण विकास के लिए स्काउट-गाइड शिविर जरूरी : शरद कुमार शर्मा	[654, 712, 1099, 773]
notice-ref: क्रमांक-ग्रा.पं.ख./2025-26/निवि./135	[1123, 730, 1253, 740]
section-name: आस-पास	[690, 43, 836, 72]
print-mark-cmk-left	[9, 538, 19, 594]
print-dot	[1476, 2388, 1485, 2397]
article-congress-fruits	[374, 1288, 693, 1772]
notice-signature-org: पंचायत समिति कोटखावदा	[1374, 655, 1476, 667]
footer-registration-marks	[40, 2385, 1485, 2399]
ad-occasion: के अवसर पर	[1260, 2075, 1340, 2093]
notice-title: अन्य सूचना	[91, 1519, 131, 1530]
